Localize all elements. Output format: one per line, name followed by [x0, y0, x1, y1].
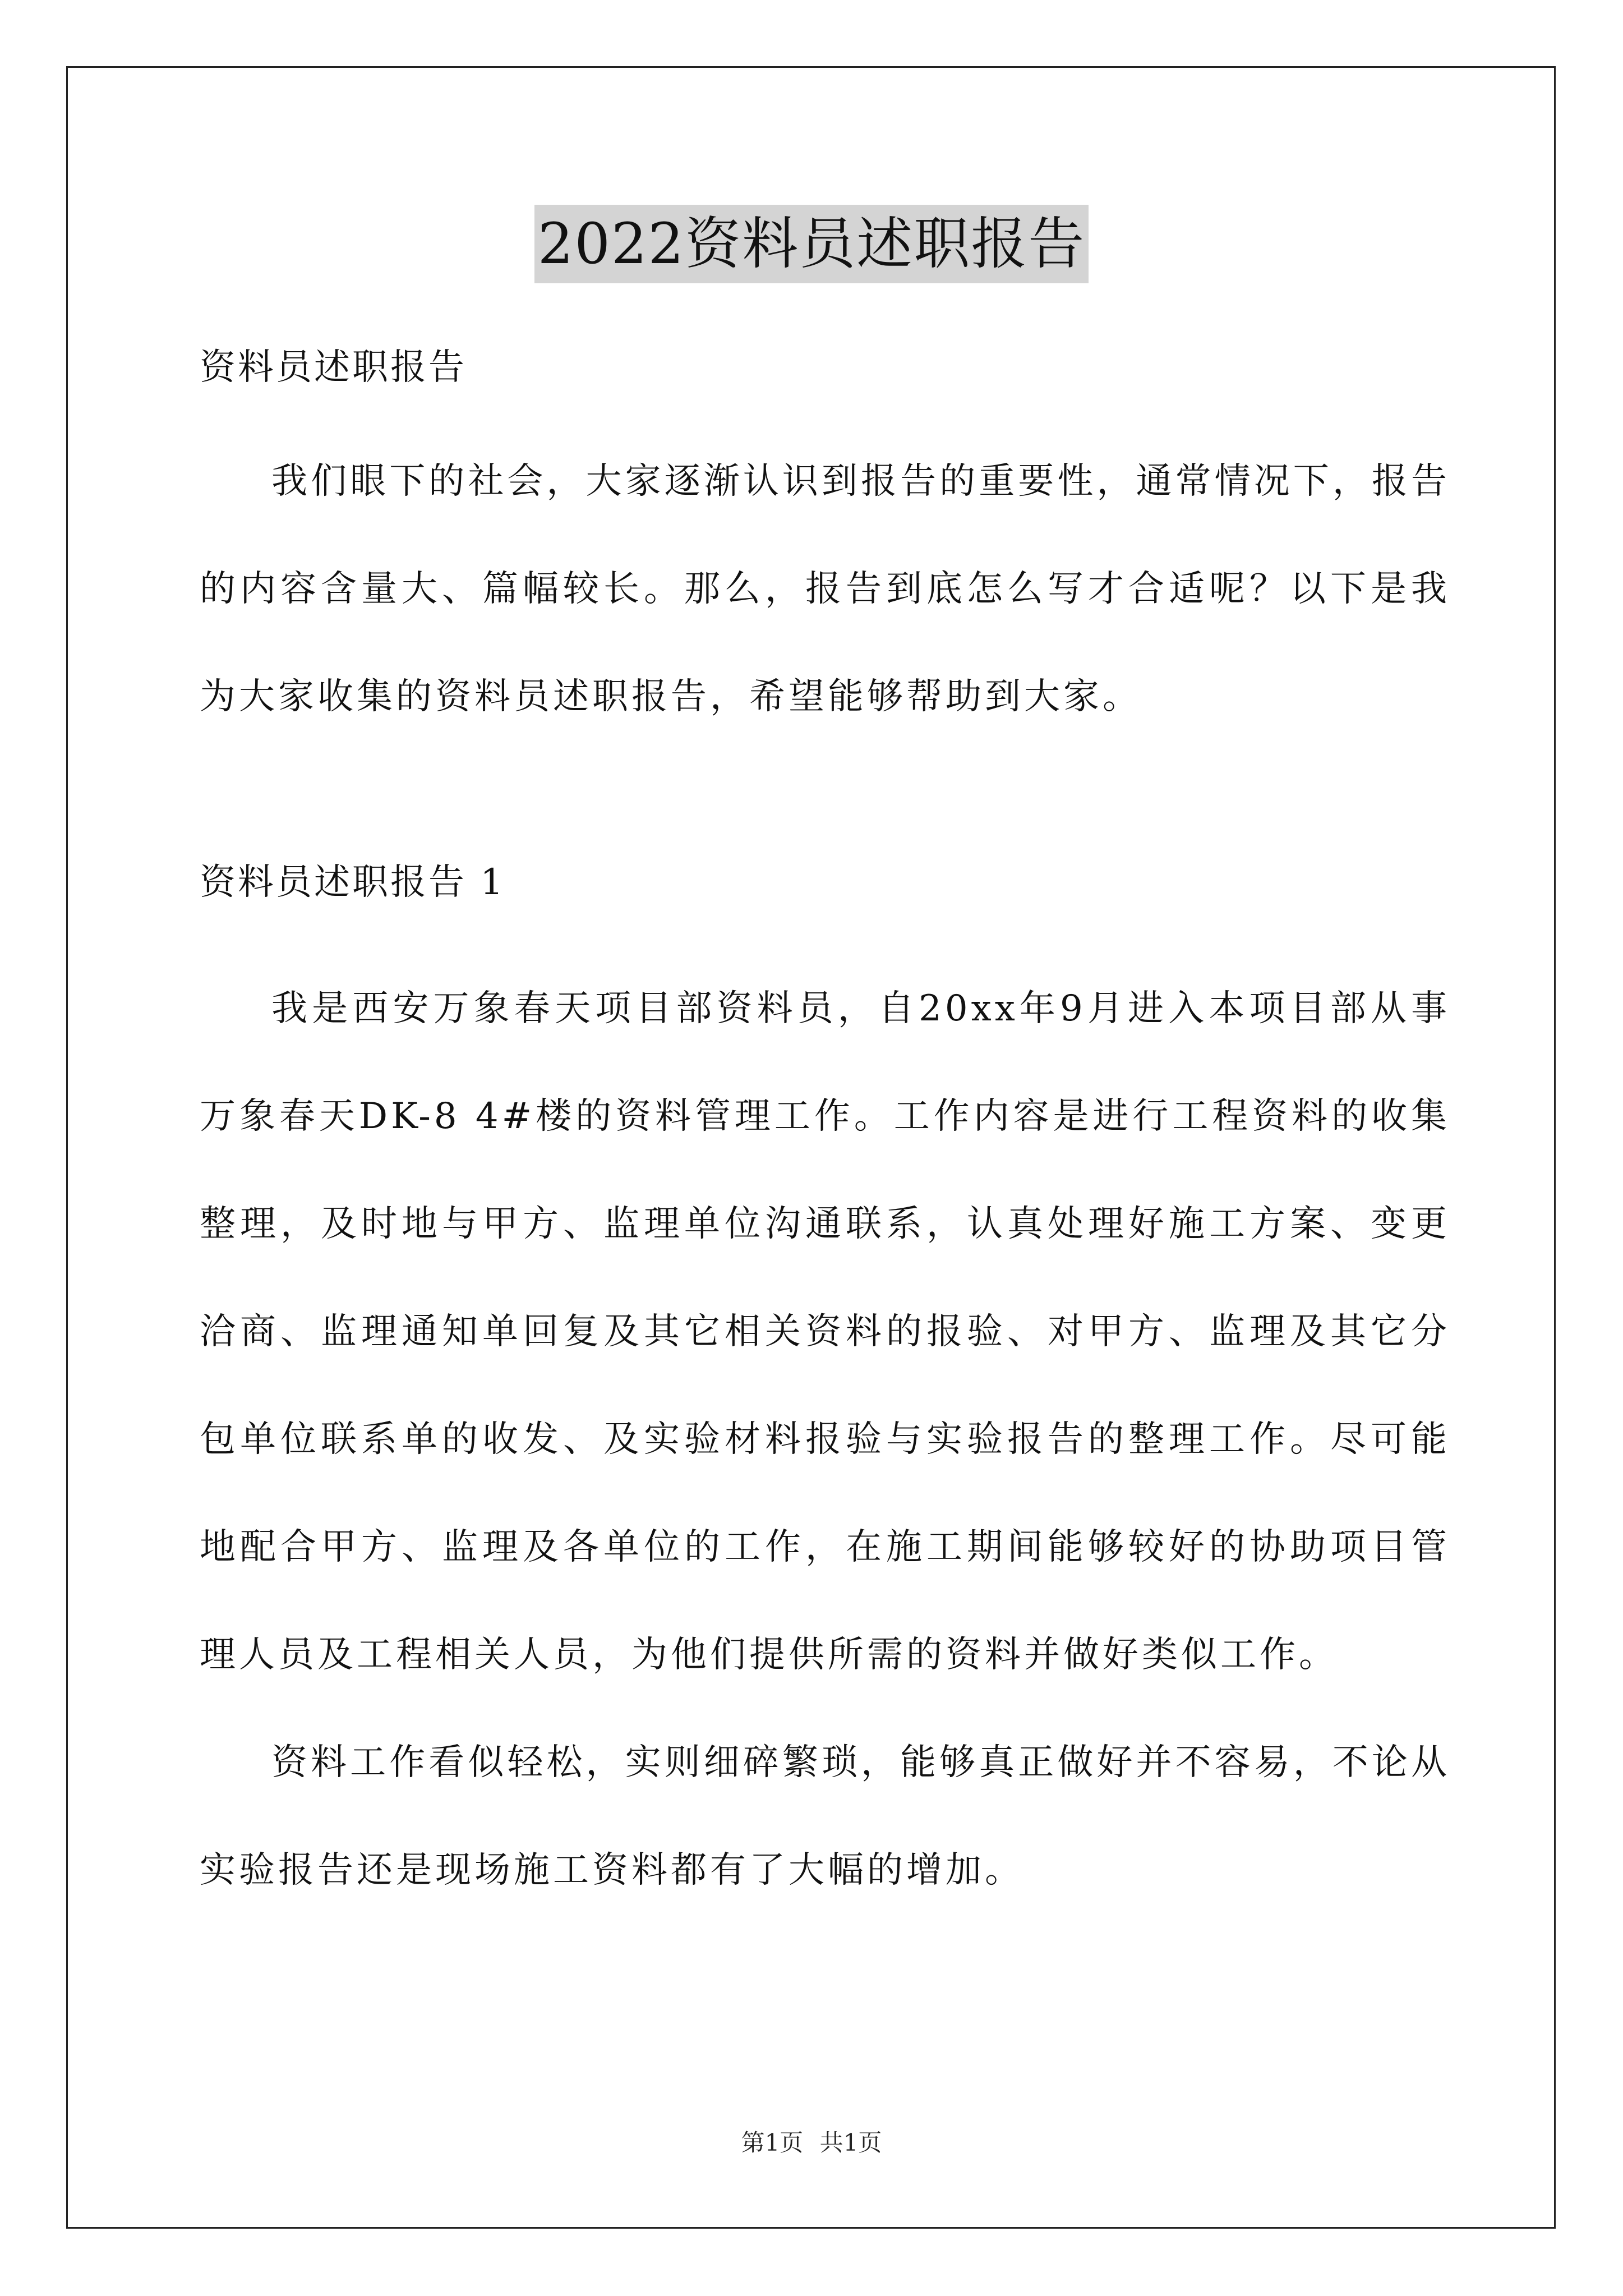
- spacer: [200, 398, 1450, 427]
- page-footer: [0, 2126, 1623, 2160]
- page-number: 第1页: [741, 2129, 804, 2156]
- section1-paragraph-2: 资料工作看似轻松，实则细碎繁琐，能够真正做好并不容易，不论从实验报告还是现场施工资料都有了大幅的增加。: [200, 1742, 1450, 1891]
- document-title: 2022资料员述职报告: [534, 205, 1089, 283]
- document-body: [200, 337, 1450, 1924]
- section1-heading: 资料员述职报告 1: [200, 862, 506, 903]
- spacer: [200, 913, 1450, 955]
- title-container: [0, 205, 1623, 283]
- intro-heading: 资料员述职报告: [200, 347, 467, 388]
- section1-paragraph-1: 我是西安万象春天项目部资料员，自20xx年9月进入本项目部从事万象春天DK-8 4#楼的资料管理工作。工作内容是进行工程资料的收集整理，及时地与甲方、监理单位沟通联系，认真处理好施工方案、变更洽商、监理通知单回复及其它相关资料的报验、对甲方、监理及其它分包单位联系单的收发、及实验材料报验与实验报告的整理工作。尽可能地配合甲方、监理及各单位的工作，在施工期间能够较好的协助项目管理人员及工程相关人员，为他们提供所需的资料并做好类似工作。: [200, 988, 1450, 1676]
- intro-paragraph: 我们眼下的社会，大家逐渐认识到报告的重要性，通常情况下，报告的内容含量大、篇幅较长。那么，报告到底怎么写才合适呢？以下是我为大家收集的资料员述职报告，希望能够帮助到大家。: [200, 461, 1450, 717]
- spacer: [200, 751, 1450, 852]
- total-pages: 共1页: [819, 2129, 882, 2156]
